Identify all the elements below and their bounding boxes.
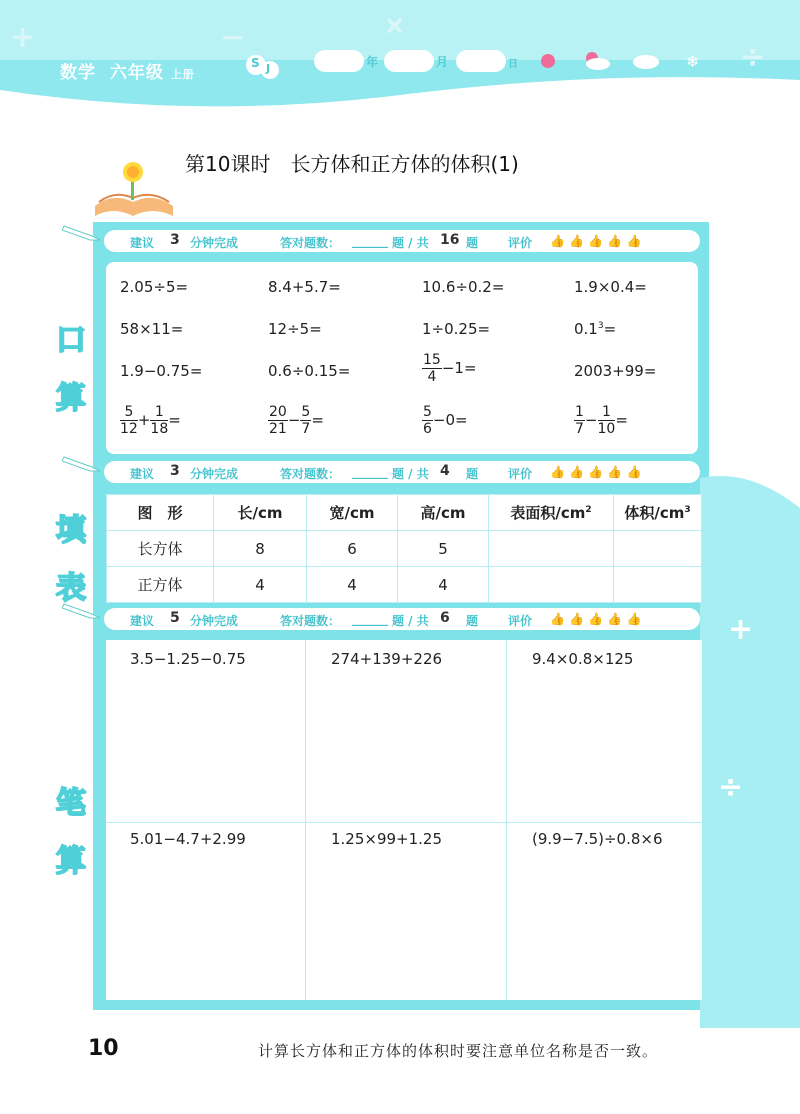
- oral-item: 8.4+5.7=: [268, 278, 341, 296]
- year-field[interactable]: [314, 50, 364, 72]
- section-label-oral: 口 算: [56, 323, 86, 416]
- oral-item-fraction: $\frac{5}{12}$ + $\frac{1}{18}$ =: [120, 404, 181, 437]
- table-cell: 长方体: [107, 531, 214, 567]
- info-bar-oral: 建议 3 分钟完成 答对题数： ______ 题 / 共 16 题 评价 👍 👍 👍 👍 👍: [104, 230, 700, 252]
- divide-decor-icon: ÷: [740, 40, 766, 75]
- answer-cell[interactable]: [489, 567, 614, 603]
- written-problem: (9.9−7.5)÷0.8×6: [532, 830, 663, 848]
- grid-divider: [305, 640, 306, 1000]
- oral-item: 2003+99=: [574, 362, 657, 380]
- table-header-row: [107, 495, 702, 531]
- pencil-icon: [62, 453, 102, 473]
- day-field[interactable]: [456, 50, 506, 72]
- written-problem: 3.5−1.25−0.75: [130, 650, 246, 668]
- written-calc-grid: [106, 640, 702, 1000]
- badge-s: S: [251, 56, 260, 70]
- lesson-title: 第10课时 长方体和正方体的体积(1): [185, 152, 519, 176]
- rating-thumbs-icon[interactable]: 👍 👍 👍 👍 👍: [550, 465, 642, 479]
- sj-badge-icon: [244, 52, 284, 82]
- answer-cell[interactable]: [614, 567, 702, 603]
- oral-item: 12÷5=: [268, 320, 322, 338]
- pencil-icon: [62, 600, 102, 620]
- rating-thumbs-icon[interactable]: 👍 👍 👍 👍 👍: [550, 612, 642, 626]
- written-problem: 9.4×0.8×125: [532, 650, 634, 668]
- oral-item: 2.05÷5=: [120, 278, 189, 296]
- table-row: [107, 567, 702, 603]
- sunny-icon: [541, 54, 555, 68]
- answer-cell[interactable]: [489, 531, 614, 567]
- table-header-volume: 体积$/cm^3$: [614, 495, 702, 531]
- oral-item-fraction: $\frac{15}{4}$ −1=: [423, 352, 477, 385]
- correct-count-field[interactable]: ______: [352, 612, 388, 626]
- correct-count-field[interactable]: ______: [352, 465, 388, 479]
- table-header: 图 形: [107, 495, 214, 531]
- table-cell: 5: [398, 531, 489, 567]
- plus-decor-icon-2: +: [728, 612, 754, 647]
- info-bar-written: 建议 5 分钟完成 答对题数： ______ 题 / 共 6 题 评价 👍 👍 👍 👍 👍: [104, 608, 700, 630]
- oral-item-power: $0.1^3=$: [574, 320, 617, 338]
- section-label-table: 填 表: [56, 513, 86, 606]
- year-label: 年: [366, 55, 379, 69]
- oral-item: 0.6÷0.15=: [268, 362, 351, 380]
- panel-side-tab: [700, 468, 800, 1028]
- oral-item: 1.9×0.4=: [574, 278, 647, 296]
- table-cell: 4: [307, 567, 398, 603]
- rating-thumbs-icon[interactable]: 👍 👍 👍 👍 👍: [550, 234, 642, 248]
- oral-item: 10.6÷0.2=: [422, 278, 505, 296]
- table-cell: 正方体: [107, 567, 214, 603]
- table-cell: 4: [214, 567, 307, 603]
- divide-decor-icon-2: ÷: [718, 770, 744, 805]
- info-bar-table: 建议 3 分钟完成 答对题数： ______ 题 / 共 4 题 评价 👍 👍 👍 👍 👍: [104, 461, 700, 483]
- header-title: 数学 六年级 上册: [60, 63, 195, 83]
- correct-count-field[interactable]: ______: [352, 234, 388, 248]
- cloudy-icon: [586, 58, 610, 70]
- table-header: 长/cm: [214, 495, 307, 531]
- page-number: 10: [88, 1036, 119, 1061]
- written-problem: 274+139+226: [331, 650, 443, 668]
- snow-icon: ❄: [686, 52, 700, 71]
- badge-j: J: [266, 62, 271, 75]
- minus-decor-icon: −: [220, 20, 246, 55]
- day-label: 日: [508, 59, 518, 70]
- overcast-icon: [633, 55, 659, 69]
- plus-decor-icon: +: [10, 20, 36, 55]
- written-problem: 5.01−4.7+2.99: [130, 830, 246, 848]
- table-cell: 4: [398, 567, 489, 603]
- month-field[interactable]: [384, 50, 434, 72]
- written-problem: 1.25×99+1.25: [331, 830, 443, 848]
- answer-cell[interactable]: [614, 531, 702, 567]
- table-header: 高/cm: [398, 495, 489, 531]
- grid-divider: [106, 822, 702, 823]
- oral-item-fraction: $\frac{20}{21}$ − $\frac{5}{7}$ =: [269, 404, 324, 437]
- table-header: 宽/cm: [307, 495, 398, 531]
- oral-item: 1.9−0.75=: [120, 362, 203, 380]
- grid-divider: [506, 640, 507, 1000]
- section-label-written: 笔 算: [56, 786, 86, 879]
- pencil-icon: [62, 222, 102, 242]
- table-row: [107, 531, 702, 567]
- oral-item: 1÷0.25=: [422, 320, 491, 338]
- footer-tip: 计算长方体和正方体的体积时要注意单位名称是否一致。: [258, 1042, 659, 1060]
- weather-icons[interactable]: [538, 48, 708, 74]
- book-flower-icon: [93, 158, 175, 220]
- oral-item: 58×11=: [120, 320, 184, 338]
- month-label: 月: [436, 55, 449, 69]
- multiply-decor-icon: +: [373, 4, 416, 47]
- fill-table: [106, 494, 702, 603]
- oral-item-fraction: $\frac{1}{7}$ − $\frac{1}{10}$ =: [575, 404, 628, 437]
- table-header-area: 表面积$/cm^2$: [489, 495, 614, 531]
- oral-item-fraction: $\frac{5}{6}$ −0=: [423, 404, 468, 437]
- fill-table-wrap: [106, 494, 702, 603]
- table-cell: 6: [307, 531, 398, 567]
- table-cell: 8: [214, 531, 307, 567]
